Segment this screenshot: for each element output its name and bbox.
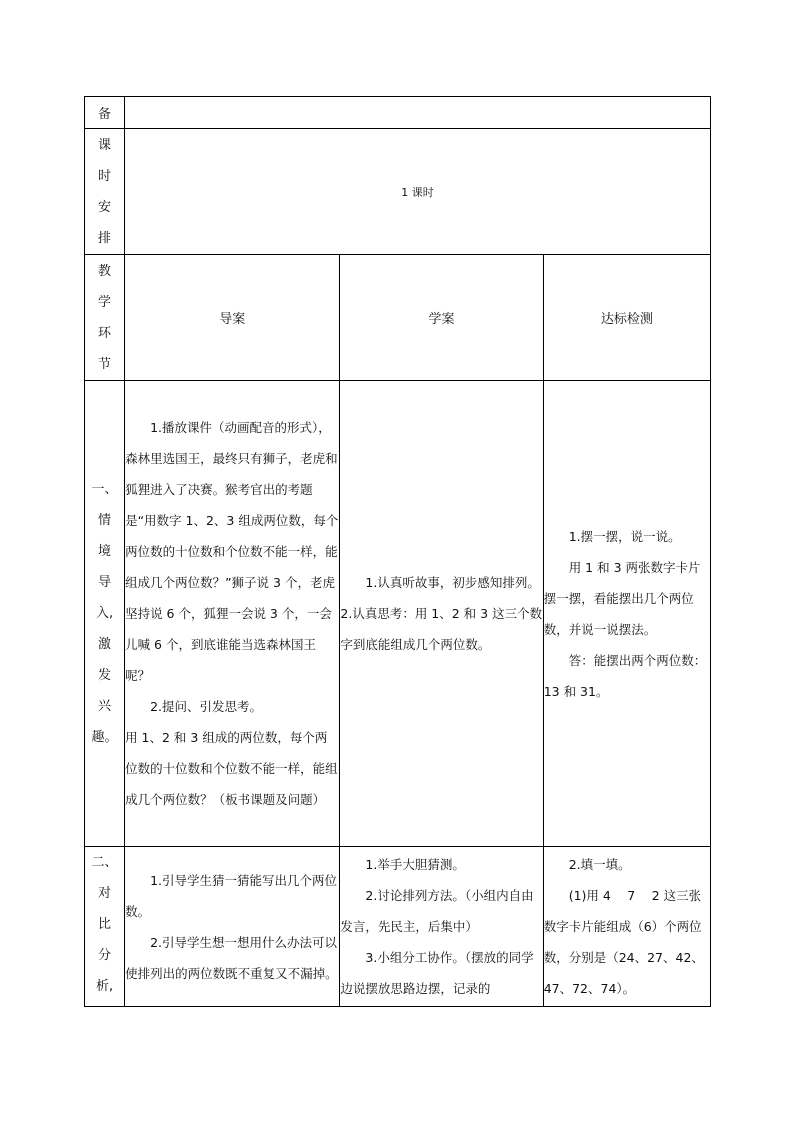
row-header (85, 255, 711, 381)
paragraph: 3.小组分工协作。（摆放的同学边说摆放思路边摆，记录的 (340, 950, 534, 996)
row-class-hours (85, 129, 711, 255)
paragraph: 1.举手大胆猜测。 (365, 857, 465, 872)
section-1-label: 一、 情 境 导 入, 激 发 兴 趣。 (85, 381, 125, 847)
class-hours-value: 1 课时 (125, 129, 711, 255)
row-section-1 (85, 381, 711, 847)
paragraph: 答：能摆出两个两位数：13 和 31。 (543, 652, 707, 699)
section-1-guide (125, 381, 340, 847)
teaching-stage-label: 教 学 环 节 (85, 255, 125, 381)
paragraph: 1.摆一摆，说一说。 (568, 528, 681, 544)
paragraph: 1.播放课件（动画配音的形式），森林里选国王，最终只有狮子，老虎和狐狸进入了决赛。猴考官出的考题是“用数字 1、2、3 组成两位数，每个两位数的十位数和个位数不能一样，能组成几个两位数？”狮子说 3 个，老虎坚持说 6 个，狐狸一会说 3 个，一会儿喊 6 个，到底谁能当选森林国王呢？ (125, 420, 339, 683)
paragraph: 2.讨论排列方法。（小组内自由发言，先民主，后集中） (340, 888, 534, 934)
row-notes (85, 97, 711, 129)
section-2-label: 二、 对 比 分 析, (85, 847, 125, 1007)
notes-label: 备 (85, 97, 125, 129)
section-2-guide (125, 847, 340, 1007)
row-section-2 (85, 847, 711, 1007)
header-check: 达标检测 (543, 255, 710, 381)
paragraph: (1)用 4 7 2 这三张数字卡片能组成（6）个两位数，分别是（24、27、42、47、72、74）。 (543, 888, 704, 996)
paragraph: 1.引导学生猜一猜能写出几个两位数。 (125, 872, 337, 919)
paragraph: 2.填一填。 (568, 857, 631, 872)
paragraph: 用 1、2 和 3 组成的两位数，每个两位数的十位数和个位数不能一样，能组成几个两位数？（板书课题及问题） (125, 730, 338, 807)
paragraph: 2.引导学生想一想用什么办法可以使排列出的两位数既不重复又不漏掉。 (125, 934, 338, 981)
paragraph: 2.提问、引发思考。 (150, 699, 262, 714)
section-2-check (543, 847, 710, 1007)
lesson-plan-table (84, 96, 711, 1007)
section-1-check (543, 381, 710, 847)
notes-content (125, 97, 711, 129)
paragraph: 1.认真听故事，初步感知排列。 (365, 575, 540, 590)
section-1-study (340, 381, 543, 847)
header-study: 学案 (340, 255, 543, 381)
class-hours-label: 课 时 安 排 (85, 129, 125, 255)
paragraph: 2.认真思考：用 1、2 和 3 这三个数字到底能组成几个两位数。 (340, 606, 543, 652)
paragraph: 用 1 和 3 两张数字卡片摆一摆，看能摆出几个两位数，并说一说摆法。 (543, 559, 701, 637)
section-2-study (340, 847, 543, 1007)
header-guide: 导案 (125, 255, 340, 381)
